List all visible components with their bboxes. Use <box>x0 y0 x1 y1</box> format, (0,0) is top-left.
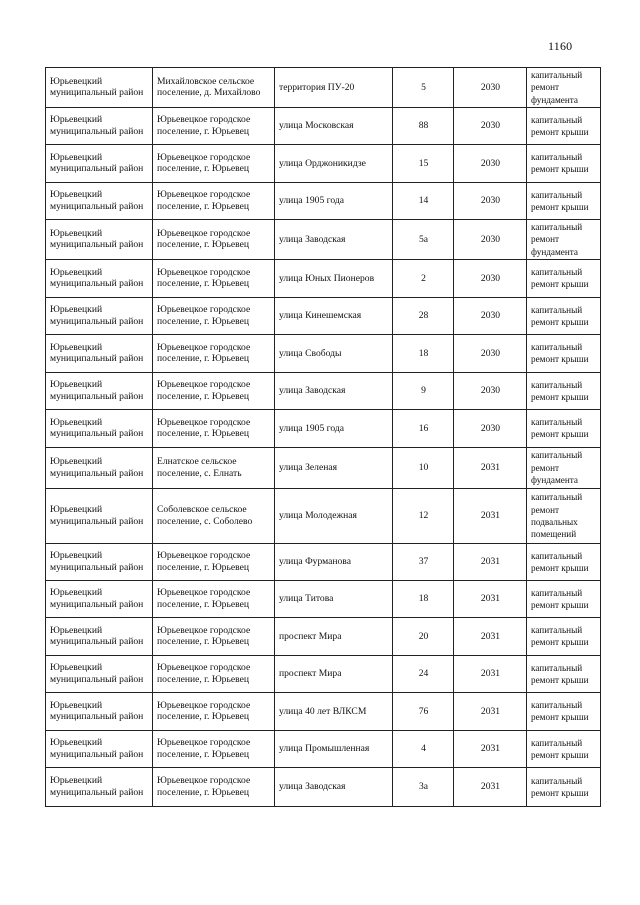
table-row <box>46 297 601 334</box>
table-row <box>46 692 601 730</box>
street-cell: проспект Мира <box>275 655 393 692</box>
district-cell: Юрьевецкий муниципальный район <box>46 107 153 144</box>
house-number-cell: 14 <box>393 182 454 219</box>
table-row <box>46 488 601 543</box>
year-cell: 2030 <box>454 259 527 297</box>
house-number-cell: 18 <box>393 580 454 617</box>
district-cell: Юрьевецкий муниципальный район <box>46 447 153 488</box>
table-row <box>46 107 601 144</box>
street-cell: проспект Мира <box>275 617 393 655</box>
settlement-cell: Юрьевецкое городское поселение, г. Юрьевец <box>153 730 275 767</box>
year-cell: 2031 <box>454 767 527 806</box>
settlement-cell: Юрьевецкое городское поселение, г. Юрьевец <box>153 182 275 219</box>
table-row <box>46 617 601 655</box>
table-row <box>46 68 601 108</box>
house-number-cell: 5 <box>393 68 454 108</box>
year-cell: 2031 <box>454 580 527 617</box>
district-cell: Юрьевецкий муниципальный район <box>46 580 153 617</box>
work-type-cell: капитальный ремонт крыши <box>527 334 601 372</box>
year-cell: 2031 <box>454 488 527 543</box>
settlement-cell: Юрьевецкое городское поселение, г. Юрьевец <box>153 409 275 447</box>
table-row <box>46 409 601 447</box>
year-cell: 2030 <box>454 409 527 447</box>
street-cell: улица Свободы <box>275 334 393 372</box>
work-type-cell: капитальный ремонт крыши <box>527 372 601 409</box>
street-cell: улица Титова <box>275 580 393 617</box>
house-number-cell: 88 <box>393 107 454 144</box>
work-type-cell: капитальный ремонт фундамента <box>527 447 601 488</box>
street-cell: улица Промышленная <box>275 730 393 767</box>
district-cell: Юрьевецкий муниципальный район <box>46 655 153 692</box>
street-cell: улица Московская <box>275 107 393 144</box>
house-number-cell: 5а <box>393 219 454 259</box>
work-type-cell: капитальный ремонт крыши <box>527 692 601 730</box>
settlement-cell: Юрьевецкое городское поселение, г. Юрьевец <box>153 297 275 334</box>
year-cell: 2030 <box>454 68 527 108</box>
table-row <box>46 219 601 259</box>
work-type-cell: капитальный ремонт крыши <box>527 182 601 219</box>
house-number-cell: 10 <box>393 447 454 488</box>
year-cell: 2030 <box>454 219 527 259</box>
year-cell: 2031 <box>454 447 527 488</box>
street-cell: улица 40 лет ВЛКСМ <box>275 692 393 730</box>
street-cell: улица Кинешемская <box>275 297 393 334</box>
repair-schedule-table <box>45 67 601 807</box>
table-row <box>46 182 601 219</box>
street-cell: улица Заводская <box>275 372 393 409</box>
year-cell: 2031 <box>454 730 527 767</box>
table-row <box>46 144 601 182</box>
settlement-cell: Юрьевецкое городское поселение, г. Юрьевец <box>153 692 275 730</box>
work-type-cell: капитальный ремонт крыши <box>527 580 601 617</box>
work-type-cell: капитальный ремонт подвальных помещений <box>527 488 601 543</box>
work-type-cell: капитальный ремонт крыши <box>527 297 601 334</box>
table-row <box>46 259 601 297</box>
settlement-cell: Юрьевецкое городское поселение, г. Юрьевец <box>153 219 275 259</box>
settlement-cell: Юрьевецкое городское поселение, г. Юрьевец <box>153 617 275 655</box>
table-row <box>46 767 601 806</box>
house-number-cell: 12 <box>393 488 454 543</box>
settlement-cell: Юрьевецкое городское поселение, г. Юрьевец <box>153 767 275 806</box>
district-cell: Юрьевецкий муниципальный район <box>46 543 153 580</box>
year-cell: 2030 <box>454 144 527 182</box>
street-cell: улица Орджоникидзе <box>275 144 393 182</box>
work-type-cell: капитальный ремонт крыши <box>527 144 601 182</box>
work-type-cell: капитальный ремонт фундамента <box>527 219 601 259</box>
page-number: 1160 <box>548 39 573 53</box>
street-cell: улица Заводская <box>275 219 393 259</box>
year-cell: 2030 <box>454 297 527 334</box>
table-row <box>46 447 601 488</box>
settlement-cell: Юрьевецкое городское поселение, г. Юрьевец <box>153 334 275 372</box>
district-cell: Юрьевецкий муниципальный район <box>46 409 153 447</box>
house-number-cell: 9 <box>393 372 454 409</box>
street-cell: улица Зеленая <box>275 447 393 488</box>
district-cell: Юрьевецкий муниципальный район <box>46 767 153 806</box>
settlement-cell: Михайловское сельское поселение, д. Михайлово <box>153 68 275 108</box>
house-number-cell: 28 <box>393 297 454 334</box>
settlement-cell: Елнатское сельское поселение, с. Елнать <box>153 447 275 488</box>
house-number-cell: 15 <box>393 144 454 182</box>
house-number-cell: 3а <box>393 767 454 806</box>
year-cell: 2030 <box>454 182 527 219</box>
work-type-cell: капитальный ремонт крыши <box>527 767 601 806</box>
house-number-cell: 4 <box>393 730 454 767</box>
settlement-cell: Юрьевецкое городское поселение, г. Юрьевец <box>153 655 275 692</box>
year-cell: 2031 <box>454 692 527 730</box>
district-cell: Юрьевецкий муниципальный район <box>46 68 153 108</box>
settlement-cell: Юрьевецкое городское поселение, г. Юрьевец <box>153 259 275 297</box>
district-cell: Юрьевецкий муниципальный район <box>46 488 153 543</box>
district-cell: Юрьевецкий муниципальный район <box>46 372 153 409</box>
settlement-cell: Юрьевецкое городское поселение, г. Юрьевец <box>153 372 275 409</box>
house-number-cell: 76 <box>393 692 454 730</box>
work-type-cell: капитальный ремонт крыши <box>527 259 601 297</box>
table-row <box>46 334 601 372</box>
street-cell: территория ПУ-20 <box>275 68 393 108</box>
district-cell: Юрьевецкий муниципальный район <box>46 730 153 767</box>
street-cell: улица Юных Пионеров <box>275 259 393 297</box>
work-type-cell: капитальный ремонт крыши <box>527 655 601 692</box>
work-type-cell: капитальный ремонт крыши <box>527 730 601 767</box>
district-cell: Юрьевецкий муниципальный район <box>46 692 153 730</box>
year-cell: 2031 <box>454 617 527 655</box>
house-number-cell: 16 <box>393 409 454 447</box>
street-cell: улица 1905 года <box>275 409 393 447</box>
street-cell: улица Фурманова <box>275 543 393 580</box>
settlement-cell: Юрьевецкое городское поселение, г. Юрьевец <box>153 144 275 182</box>
house-number-cell: 37 <box>393 543 454 580</box>
district-cell: Юрьевецкий муниципальный район <box>46 144 153 182</box>
table-row <box>46 372 601 409</box>
year-cell: 2030 <box>454 107 527 144</box>
year-cell: 2031 <box>454 543 527 580</box>
house-number-cell: 20 <box>393 617 454 655</box>
settlement-cell: Юрьевецкое городское поселение, г. Юрьевец <box>153 580 275 617</box>
house-number-cell: 18 <box>393 334 454 372</box>
year-cell: 2030 <box>454 334 527 372</box>
house-number-cell: 2 <box>393 259 454 297</box>
street-cell: улица Заводская <box>275 767 393 806</box>
work-type-cell: капитальный ремонт крыши <box>527 409 601 447</box>
work-type-cell: капитальный ремонт крыши <box>527 107 601 144</box>
table-row <box>46 543 601 580</box>
district-cell: Юрьевецкий муниципальный район <box>46 334 153 372</box>
district-cell: Юрьевецкий муниципальный район <box>46 182 153 219</box>
table-body <box>46 68 601 807</box>
work-type-cell: капитальный ремонт фундамента <box>527 68 601 108</box>
district-cell: Юрьевецкий муниципальный район <box>46 297 153 334</box>
table-row <box>46 580 601 617</box>
year-cell: 2030 <box>454 372 527 409</box>
house-number-cell: 24 <box>393 655 454 692</box>
district-cell: Юрьевецкий муниципальный район <box>46 617 153 655</box>
work-type-cell: капитальный ремонт крыши <box>527 543 601 580</box>
street-cell: улица Молодежная <box>275 488 393 543</box>
year-cell: 2031 <box>454 655 527 692</box>
district-cell: Юрьевецкий муниципальный район <box>46 259 153 297</box>
table-row <box>46 730 601 767</box>
street-cell: улица 1905 года <box>275 182 393 219</box>
settlement-cell: Юрьевецкое городское поселение, г. Юрьевец <box>153 543 275 580</box>
district-cell: Юрьевецкий муниципальный район <box>46 219 153 259</box>
table-row <box>46 655 601 692</box>
settlement-cell: Соболевское сельское поселение, с. Соболево <box>153 488 275 543</box>
work-type-cell: капитальный ремонт крыши <box>527 617 601 655</box>
settlement-cell: Юрьевецкое городское поселение, г. Юрьевец <box>153 107 275 144</box>
